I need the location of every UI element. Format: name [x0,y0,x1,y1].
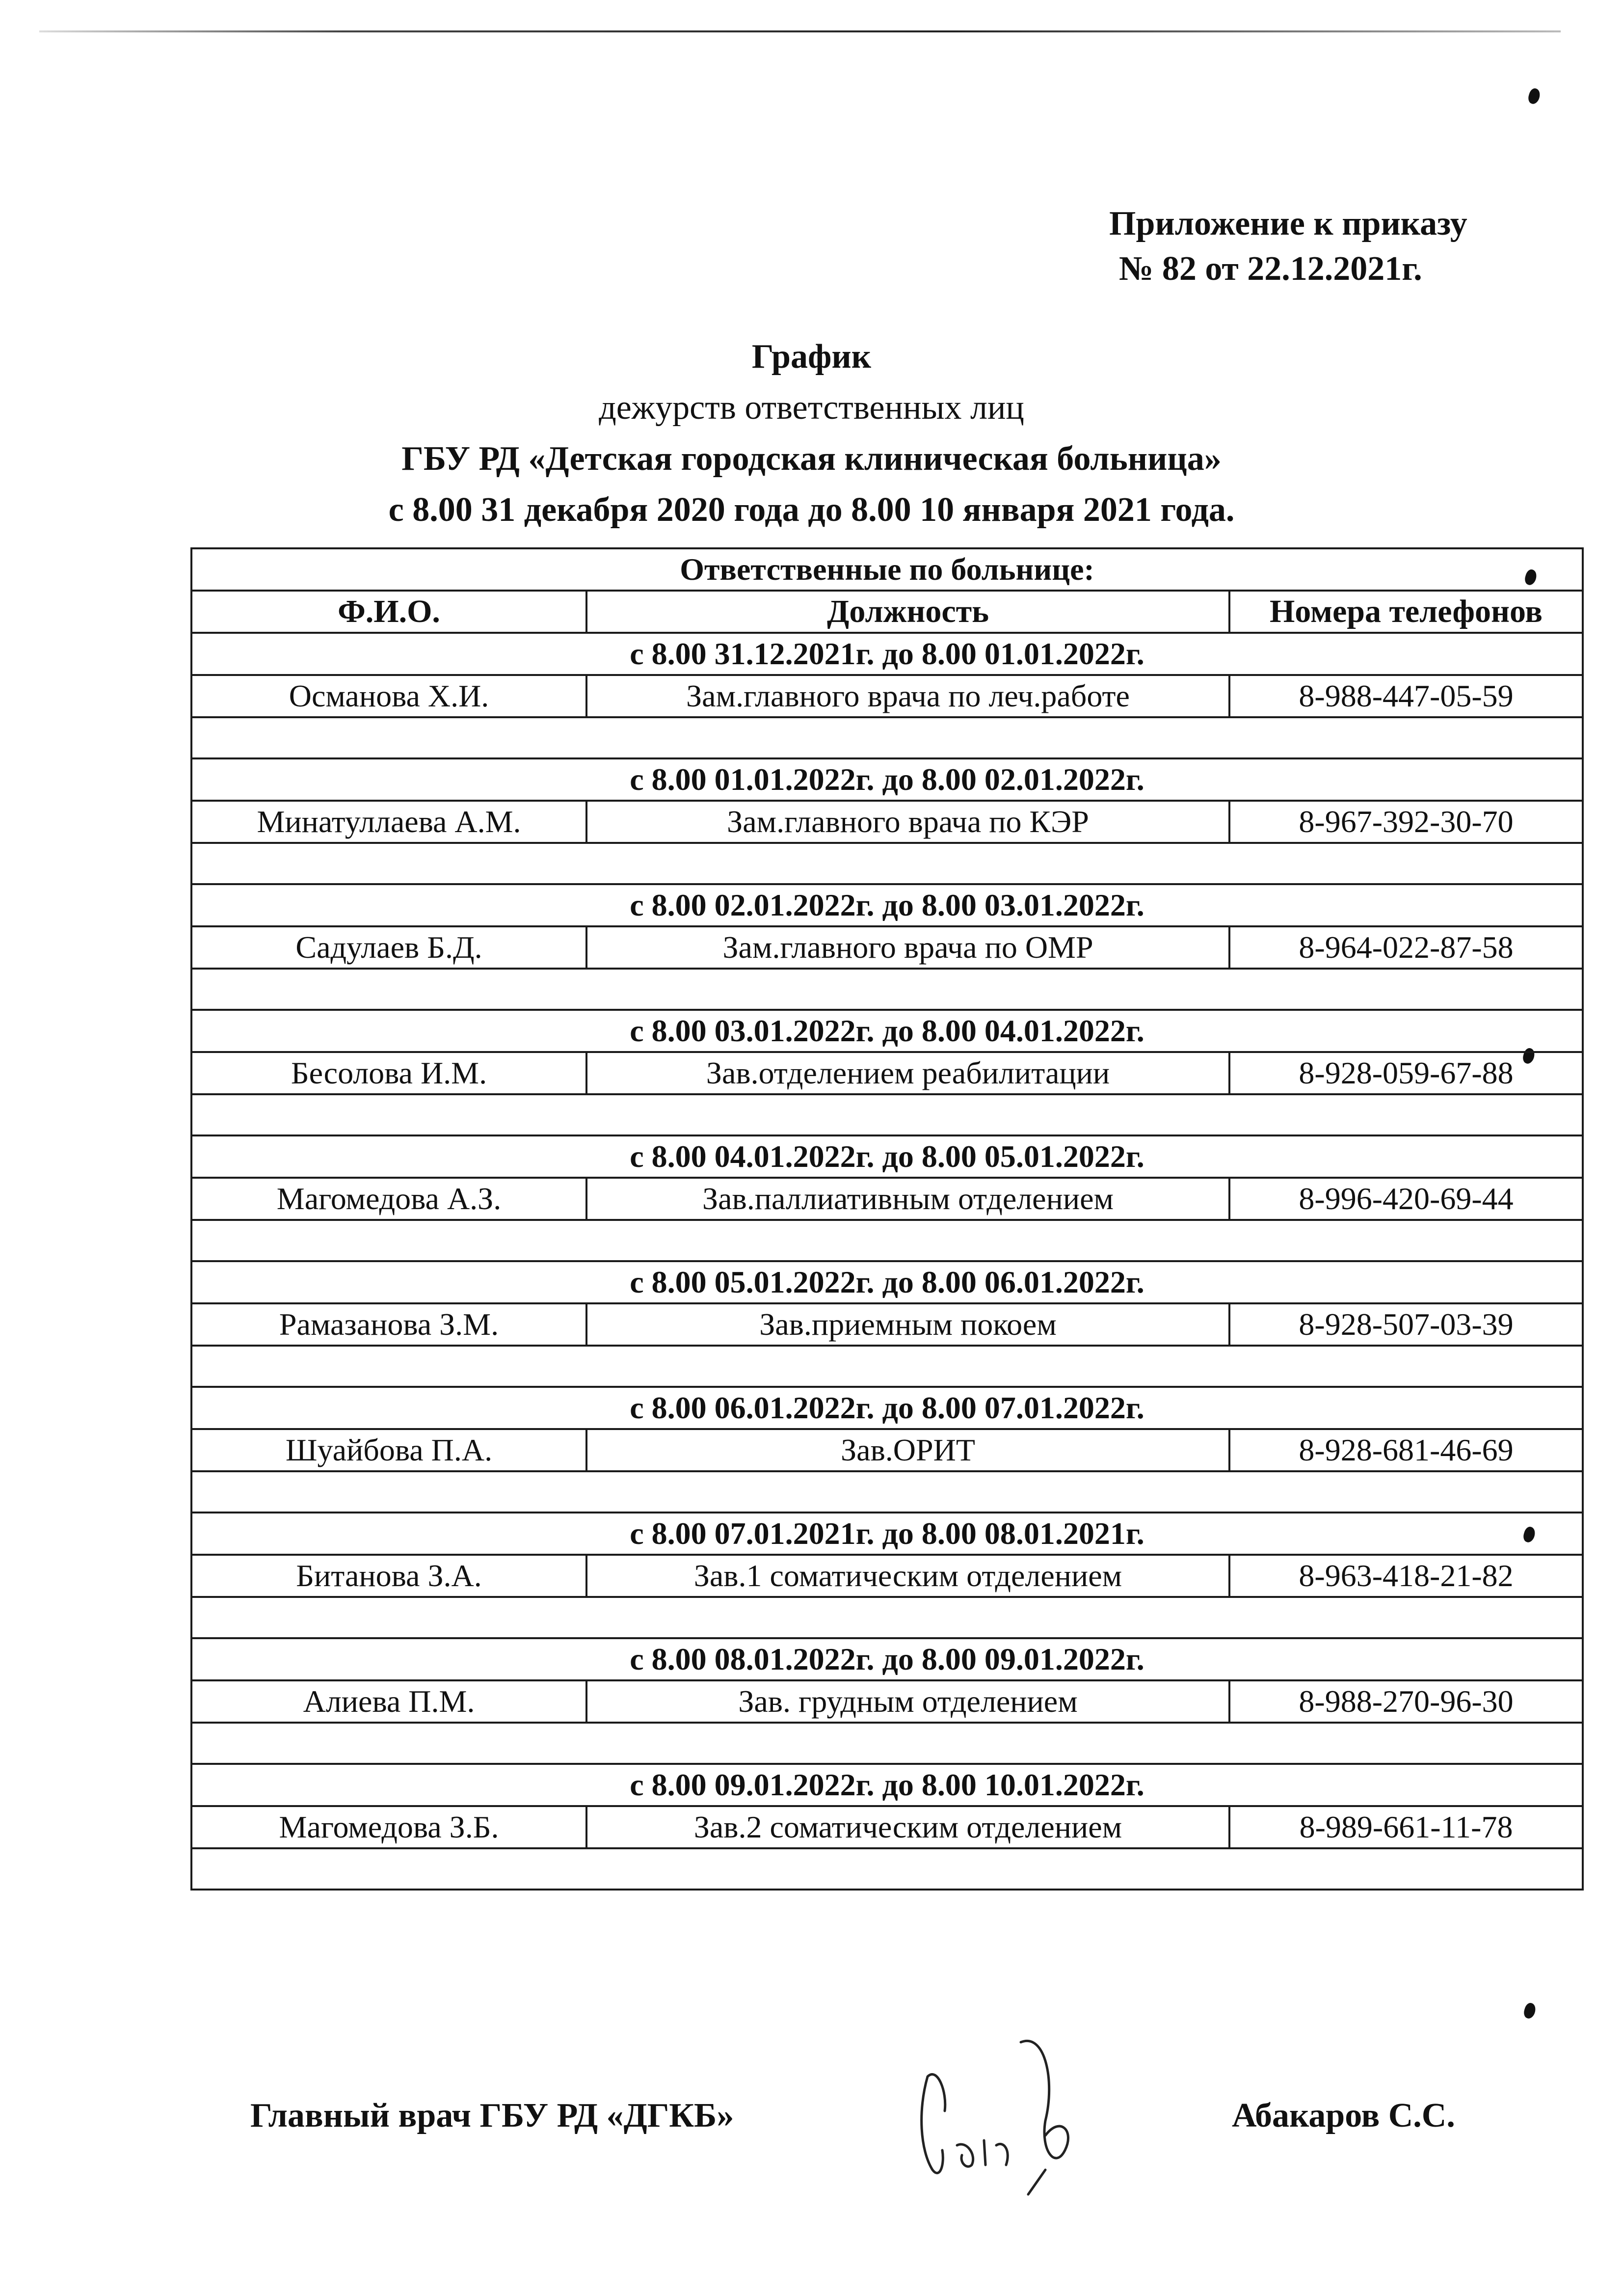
table-row [191,801,1583,843]
person-phone: 8-928-507-03-39 [1229,1303,1583,1346]
spacer-cell [191,717,1583,758]
header-row [191,591,1583,633]
table-row [191,1052,1583,1094]
person-name: Шуайбова П.А. [191,1429,586,1471]
shift-period: с 8.00 05.01.2022г. до 8.00 06.01.2022г. [191,1261,1583,1303]
table-row [191,1178,1583,1220]
person-position: Зав.паллиативным отделением [586,1178,1229,1220]
table-row [191,1806,1583,1848]
person-position: Зам.главного врача по леч.работе [586,675,1229,717]
person-name: Бесолова И.М. [191,1052,586,1094]
spacer-row [191,1346,1583,1387]
spacer-cell [191,969,1583,1010]
spacer-row [191,1471,1583,1513]
spacer-cell [191,1220,1583,1261]
spacer-row [191,1848,1583,1890]
spacer-row [191,1220,1583,1261]
person-position: Зам.главного врача по ОМР [586,926,1229,969]
person-position: Зав.1 соматическим отделением [586,1555,1229,1597]
table-row [191,1680,1583,1723]
person-position: Зав.ОРИТ [586,1429,1229,1471]
shift-period: с 8.00 02.01.2022г. до 8.00 03.01.2022г. [191,884,1583,926]
shift-period: с 8.00 03.01.2022г. до 8.00 04.01.2022г. [191,1010,1583,1052]
spacer-cell [191,1723,1583,1764]
top-rule [39,30,1561,32]
spacer-row [191,717,1583,758]
annex-note [1109,201,1467,292]
spacer-row [191,1723,1583,1764]
shift-period: с 8.00 01.01.2022г. до 8.00 02.01.2022г. [191,758,1583,801]
person-name: Битанова З.А. [191,1555,586,1597]
duty-schedule-table [190,547,1584,1891]
person-name: Османова Х.И. [191,675,586,717]
shift-period: с 8.00 07.01.2021г. до 8.00 08.01.2021г. [191,1513,1583,1555]
person-phone: 8-988-270-96-30 [1229,1680,1583,1723]
spacer-cell [191,1346,1583,1387]
person-name: Магомедова З.Б. [191,1806,586,1848]
person-phone: 8-988-447-05-59 [1229,675,1583,717]
person-phone: 8-928-059-67-88 [1229,1052,1583,1094]
person-name: Магомедова А.З. [191,1178,586,1220]
person-name: Алиева П.М. [191,1680,586,1723]
signature-role: Главный врач ГБУ РД «ДГКБ» [250,2097,734,2134]
table-row [191,1303,1583,1346]
shift-period: с 8.00 31.12.2021г. до 8.00 01.01.2022г. [191,633,1583,675]
scan-speck [1522,2001,1538,2020]
spacer-row [191,1094,1583,1135]
person-phone: 8-963-418-21-82 [1229,1555,1583,1597]
shift-period-row [191,884,1583,926]
person-phone: 8-996-420-69-44 [1229,1178,1583,1220]
handwritten-signature [898,2023,1104,2209]
spacer-cell [191,1094,1583,1135]
annex-line-1: Приложение к приказу [1109,205,1467,243]
person-name: Садулаев Б.Д. [191,926,586,969]
spacer-cell [191,1471,1583,1513]
shift-period-row [191,1513,1583,1555]
shift-period-row [191,633,1583,675]
person-phone: 8-928-681-46-69 [1229,1429,1583,1471]
person-position: Зав.приемным покоем [586,1303,1229,1346]
header-name: Ф.И.О. [191,591,586,633]
title-block [0,331,1623,536]
table-row [191,926,1583,969]
shift-period: с 8.00 04.01.2022г. до 8.00 05.01.2022г. [191,1135,1583,1178]
person-position: Зав.2 соматическим отделением [586,1806,1229,1848]
spacer-row [191,843,1583,884]
table-row [191,1555,1583,1597]
table-caption: Ответственные по больнице: [191,548,1583,591]
person-phone: 8-989-661-11-78 [1229,1806,1583,1848]
document-subtitle-1: дежурств ответственных лиц [599,389,1024,427]
document-subtitle-3: с 8.00 31 декабря 2020 года до 8.00 10 января 2021 года. [388,491,1235,529]
person-name: Рамазанова З.М. [191,1303,586,1346]
shift-period-row [191,1387,1583,1429]
shift-period-row [191,1764,1583,1806]
person-name: Минатуллаева А.М. [191,801,586,843]
shift-period-row [191,1135,1583,1178]
person-phone: 8-967-392-30-70 [1229,801,1583,843]
shift-period-row [191,1010,1583,1052]
spacer-cell [191,1597,1583,1638]
person-position: Зам.главного врача по КЭР [586,801,1229,843]
shift-period-row [191,1261,1583,1303]
shift-period: с 8.00 09.01.2022г. до 8.00 10.01.2022г. [191,1764,1583,1806]
spacer-cell [191,843,1583,884]
person-position: Зав. грудным отделением [586,1680,1229,1723]
signature-name: Абакаров С.С. [1232,2097,1455,2134]
document-title: График [751,338,872,376]
table-row [191,675,1583,717]
shift-period: с 8.00 06.01.2022г. до 8.00 07.01.2022г. [191,1387,1583,1429]
scan-speck [1527,87,1542,105]
shift-period-row [191,1638,1583,1680]
spacer-row [191,969,1583,1010]
annex-line-2: № 82 от 22.12.2021г. [1119,250,1422,288]
shift-period: с 8.00 08.01.2022г. до 8.00 09.01.2022г. [191,1638,1583,1680]
person-phone: 8-964-022-87-58 [1229,926,1583,969]
header-phone: Номера телефонов [1229,591,1583,633]
duty-table-body [191,548,1583,1890]
document-subtitle-2: ГБУ РД «Детская городская клиническая больница» [401,440,1222,478]
spacer-row [191,1597,1583,1638]
shift-period-row [191,758,1583,801]
caption-row [191,548,1583,591]
header-position: Должность [586,591,1229,633]
table-row [191,1429,1583,1471]
spacer-cell [191,1848,1583,1890]
person-position: Зав.отделением реабилитации [586,1052,1229,1094]
